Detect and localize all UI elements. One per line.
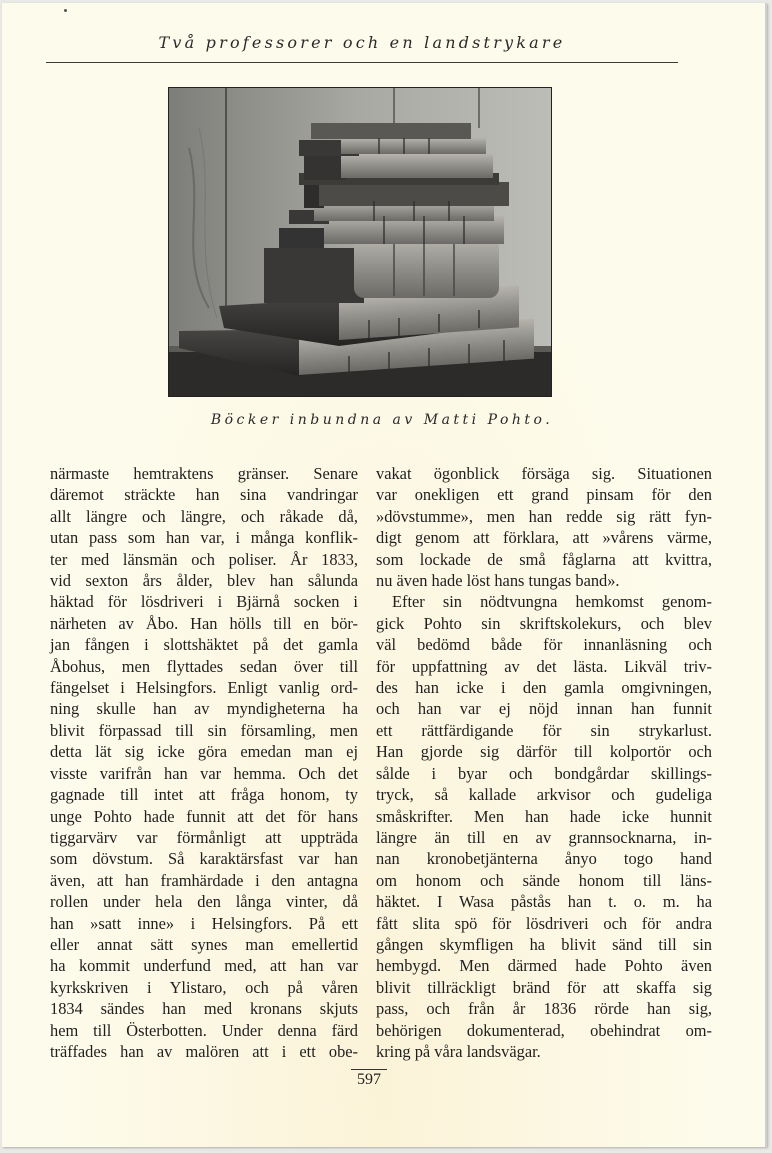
text-line: gagnade till intet att fråga honom, ty [50,785,358,805]
header-rule [46,62,678,63]
text-line: »dövstumme», men han redde sig rätt fyn- [376,506,712,526]
text-line: som dövstum. Så karaktärsfast var han [50,849,358,869]
text-line: hembygd. Men därmed hade Pohto även [376,956,712,976]
text-line: tryck, så kallade arkvisor och gudeliga [376,785,712,805]
text-line: tiggarvärv var förmånligt att uppträda [50,827,358,847]
text-line: väl bedömd både för innanläsning och [376,635,712,655]
text-line: fått slita spö för lösdriveri och för andra [376,913,712,933]
text-line: sålde i byar och bondgårdar skillings- [376,763,712,783]
text-line: ett rättfärdigande för sin strykarlust. [376,720,712,740]
text-line: ning skulle han av myndigheterna ha [50,699,358,719]
text-line: närmaste hemtraktens gränser. Senare [50,464,358,483]
text-line: ter med länsmän och poliser. År 1833, [50,549,358,569]
book-stack-photo [168,87,552,397]
text-line: blivit tillräckligt bränd för att skaffa sig [376,977,712,997]
text-line: rollen under hela den långa vinter, då [50,892,358,912]
text-line: des han icke i den gamla omgivningen, [376,678,712,698]
text-line: blivit förpassad till sin församling, men [50,720,358,740]
folio-rule [351,1069,387,1070]
text-line: även, att han framhärdade i den antagna [50,870,358,890]
text-line: 1834 sändes han med kronans skjuts [50,999,358,1019]
text-line: gick Pohto sin skriftskolekurs, och blev [376,613,712,633]
text-line: nan kronobetjänterna ånyo togo hand [376,849,712,869]
paragraph-start-line: Efter sin nödtvungna hemkomst genom- [392,592,712,612]
print-speck [64,9,67,12]
book-page [2,3,767,1147]
page-number: 597 [357,1071,381,1088]
text-line: digt genom att förklara, att »vårens värme, [376,528,712,548]
text-line: detta lät sig icke göra emedan man ej [50,742,358,762]
text-line: han »satt inne» i Helsingfors. På ett [50,913,358,933]
text-line: Åbohus, men flyttades sedan över till [50,656,358,676]
text-column-left [50,463,358,1062]
figure-caption: Böcker inbundna av Matti Pohto. [210,412,554,428]
text-line: längre än till en av grannsocknarna, in- [376,827,712,847]
text-line: visste varifrån han var hemma. Och det [50,763,358,783]
text-line: och han var ej nöjd innan han funnit [376,699,712,719]
text-line: närheten av Åbo. Han hölls till en bör- [50,613,358,633]
text-line: fängelset i Helsingfors. Enligt vanlig ord- [50,678,358,698]
text-line: behörigen dokumenterad, obehindrat om- [376,1020,712,1040]
paragraph-end-line: kring på våra landsvägar. [376,1041,541,1061]
text-line: kyrkskriven i Ylistaro, och på våren [50,977,358,997]
text-line: var onekligen ett grand pinsam för den [376,485,712,505]
text-line: Han gjorde sig därför till kolportör och [376,742,712,762]
text-line: gången skymfligen ha blivit sänd till sin [376,934,712,954]
text-line: eller annat sätt synes man emellertid [50,934,358,954]
text-line: allt längre och längre, och råkade då, [50,506,358,526]
text-line: jan fången i slottshäktet på det gamla [50,635,358,655]
text-line: träffades han av malören att i ett obe- [50,1041,358,1061]
text-column-right [376,463,712,1062]
text-line: småskrifter. Men han hade icke hunnit [376,806,712,826]
text-line: för uppfattning av det lästa. Likväl triv- [376,656,712,676]
text-line: häktet. I Wasa påstås han t. o. m. ha [376,892,712,912]
running-title: Två professorer och en landstrykare [158,33,566,52]
text-line: unge Pohto hade funnit att det för hans [50,806,358,826]
text-line: hem till Österbotten. Under denna färd [50,1020,358,1040]
text-line: som lockade de små fåglarna att kvittra, [376,549,712,569]
text-line: häktad för lösdriveri i Bjärnå socken i [50,592,358,612]
text-line: ha kommit underfund med, att han var [50,956,358,976]
text-line: om honom och sände honom till läns- [376,870,712,890]
paragraph-end-line: nu även hade löst hans tungas band». [376,571,620,591]
text-line: vakat ögonblick försäga sig. Situationen [376,464,712,483]
text-line: pass, och från år 1836 rörde han sig, [376,999,712,1019]
text-line: utan pass som han var, i många konflik- [50,528,358,548]
text-line: däremot sträckte han sina vandringar [50,485,358,505]
text-line: vid sexton års ålder, blev han sålunda [50,571,358,591]
